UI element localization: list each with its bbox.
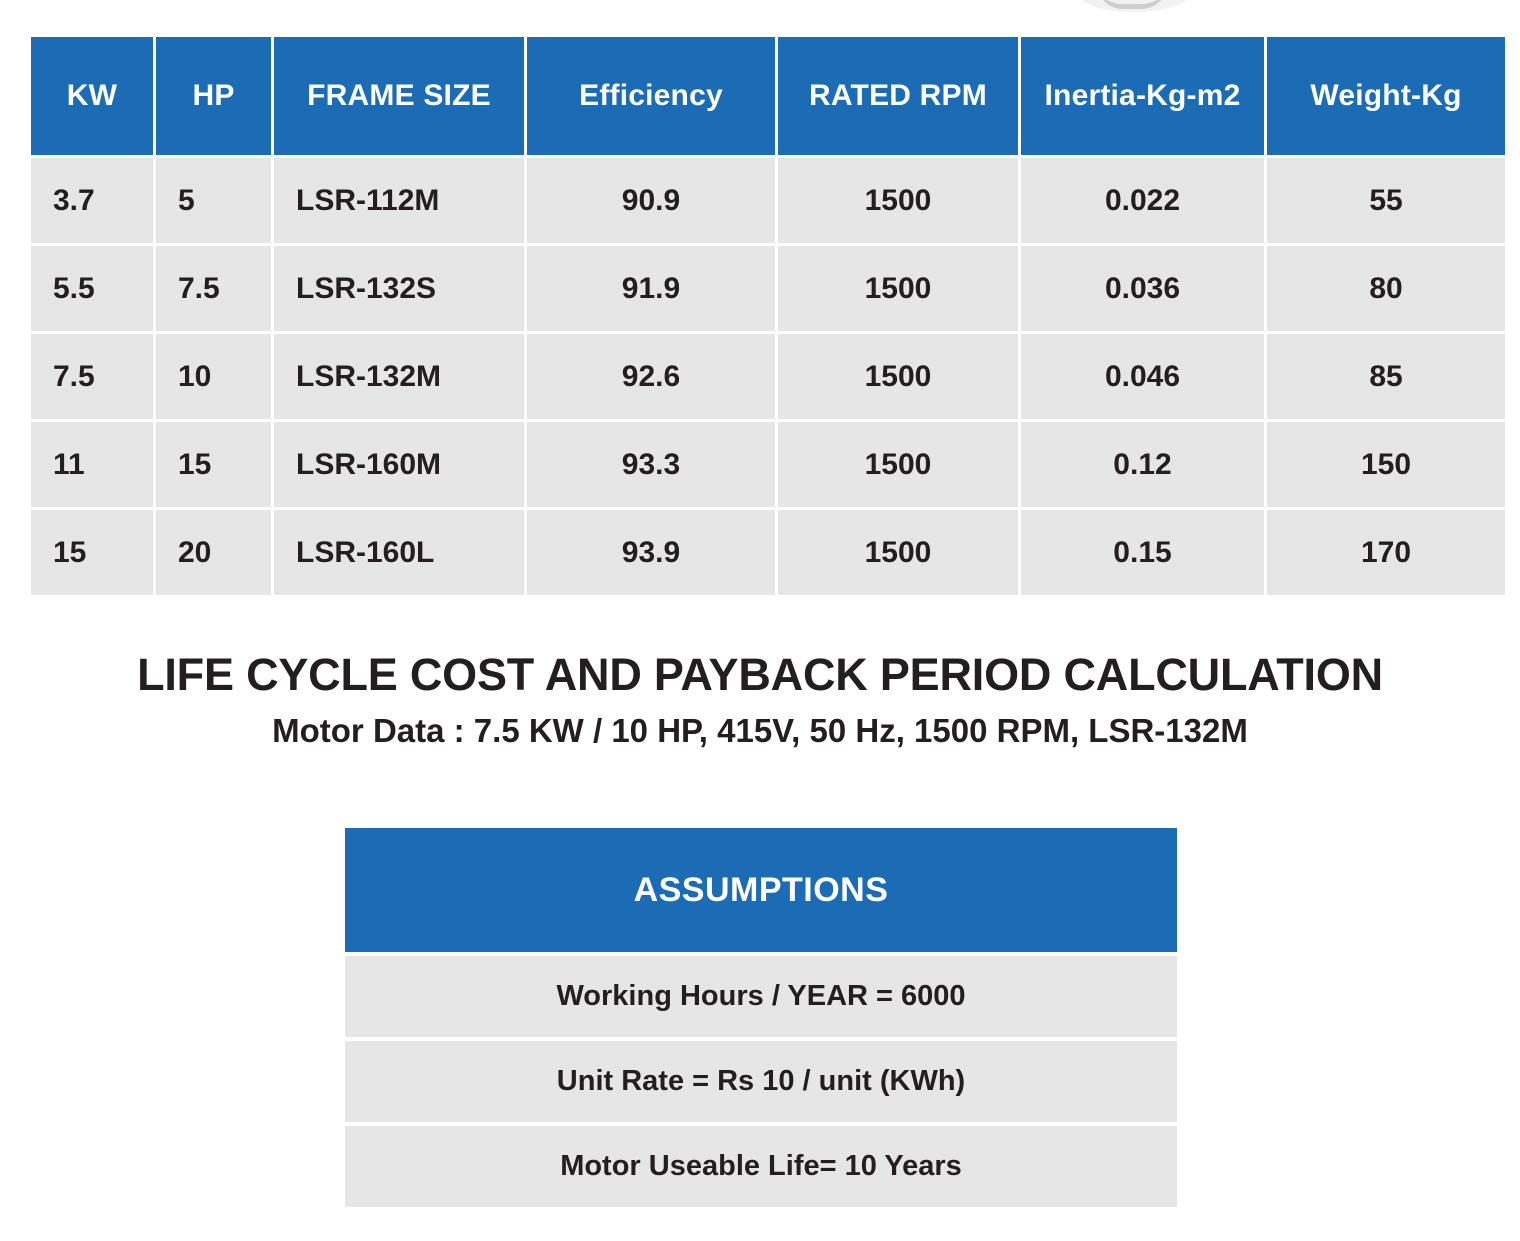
cell-inertia: 0.022 [1021, 158, 1264, 243]
assumption-item-working-hours: Working Hours / YEAR = 6000 [345, 956, 1177, 1037]
cell-inertia: 0.12 [1021, 422, 1264, 507]
headline-block [0, 650, 1520, 750]
swoosh-icon [1096, 0, 1168, 9]
motor-spec-table-wrapper [28, 34, 1490, 598]
cell-weight: 150 [1267, 422, 1505, 507]
cell-efficiency: 91.9 [527, 246, 775, 331]
cell-hp: 20 [156, 510, 271, 595]
cell-frame-size: LSR-160M [274, 422, 524, 507]
cell-kw: 3.7 [31, 158, 153, 243]
cell-kw: 7.5 [31, 334, 153, 419]
table-row [31, 334, 1505, 419]
cell-efficiency: 90.9 [527, 158, 775, 243]
cell-weight: 80 [1267, 246, 1505, 331]
cell-inertia: 0.15 [1021, 510, 1264, 595]
cell-kw: 5.5 [31, 246, 153, 331]
cell-rated-rpm: 1500 [778, 246, 1018, 331]
cell-weight: 85 [1267, 334, 1505, 419]
motor-spec-table [28, 34, 1508, 598]
cell-hp: 7.5 [156, 246, 271, 331]
table-row [31, 510, 1505, 595]
cell-hp: 5 [156, 158, 271, 243]
table-row [31, 158, 1505, 243]
table-header-row [31, 37, 1505, 155]
cell-weight: 55 [1267, 158, 1505, 243]
assumptions-header: ASSUMPTIONS [345, 828, 1177, 952]
column-header-hp: HP [156, 37, 271, 155]
cell-rated-rpm: 1500 [778, 158, 1018, 243]
cell-efficiency: 93.3 [527, 422, 775, 507]
cell-rated-rpm: 1500 [778, 422, 1018, 507]
logo-artifact [1078, 0, 1190, 12]
column-header-inertia: Inertia-Kg-m2 [1021, 37, 1264, 155]
cell-frame-size: LSR-112M [274, 158, 524, 243]
cell-kw: 15 [31, 510, 153, 595]
column-header-efficiency: Efficiency [527, 37, 775, 155]
page-subtitle: Motor Data : 7.5 KW / 10 HP, 415V, 50 Hz, 1500 RPM, LSR-132M [272, 712, 1248, 750]
cell-weight: 170 [1267, 510, 1505, 595]
cell-rated-rpm: 1500 [778, 334, 1018, 419]
cell-efficiency: 92.6 [527, 334, 775, 419]
assumption-item-motor-life: Motor Useable Life= 10 Years [345, 1126, 1177, 1207]
cell-inertia: 0.036 [1021, 246, 1264, 331]
cell-hp: 15 [156, 422, 271, 507]
page-title: LIFE CYCLE COST AND PAYBACK PERIOD CALCULATION [137, 649, 1383, 700]
cell-frame-size: LSR-132M [274, 334, 524, 419]
column-header-frame-size: FRAME SIZE [274, 37, 524, 155]
assumptions-table [345, 828, 1177, 1207]
cell-frame-size: LSR-160L [274, 510, 524, 595]
table-row [31, 246, 1505, 331]
cell-hp: 10 [156, 334, 271, 419]
cell-inertia: 0.046 [1021, 334, 1264, 419]
column-header-rated-rpm: RATED RPM [778, 37, 1018, 155]
assumption-item-unit-rate: Unit Rate = Rs 10 / unit (KWh) [345, 1041, 1177, 1122]
table-row [31, 422, 1505, 507]
cell-efficiency: 93.9 [527, 510, 775, 595]
column-header-weight: Weight-Kg [1267, 37, 1505, 155]
cell-rated-rpm: 1500 [778, 510, 1018, 595]
column-header-kw: KW [31, 37, 153, 155]
cell-kw: 11 [31, 422, 153, 507]
cell-frame-size: LSR-132S [274, 246, 524, 331]
